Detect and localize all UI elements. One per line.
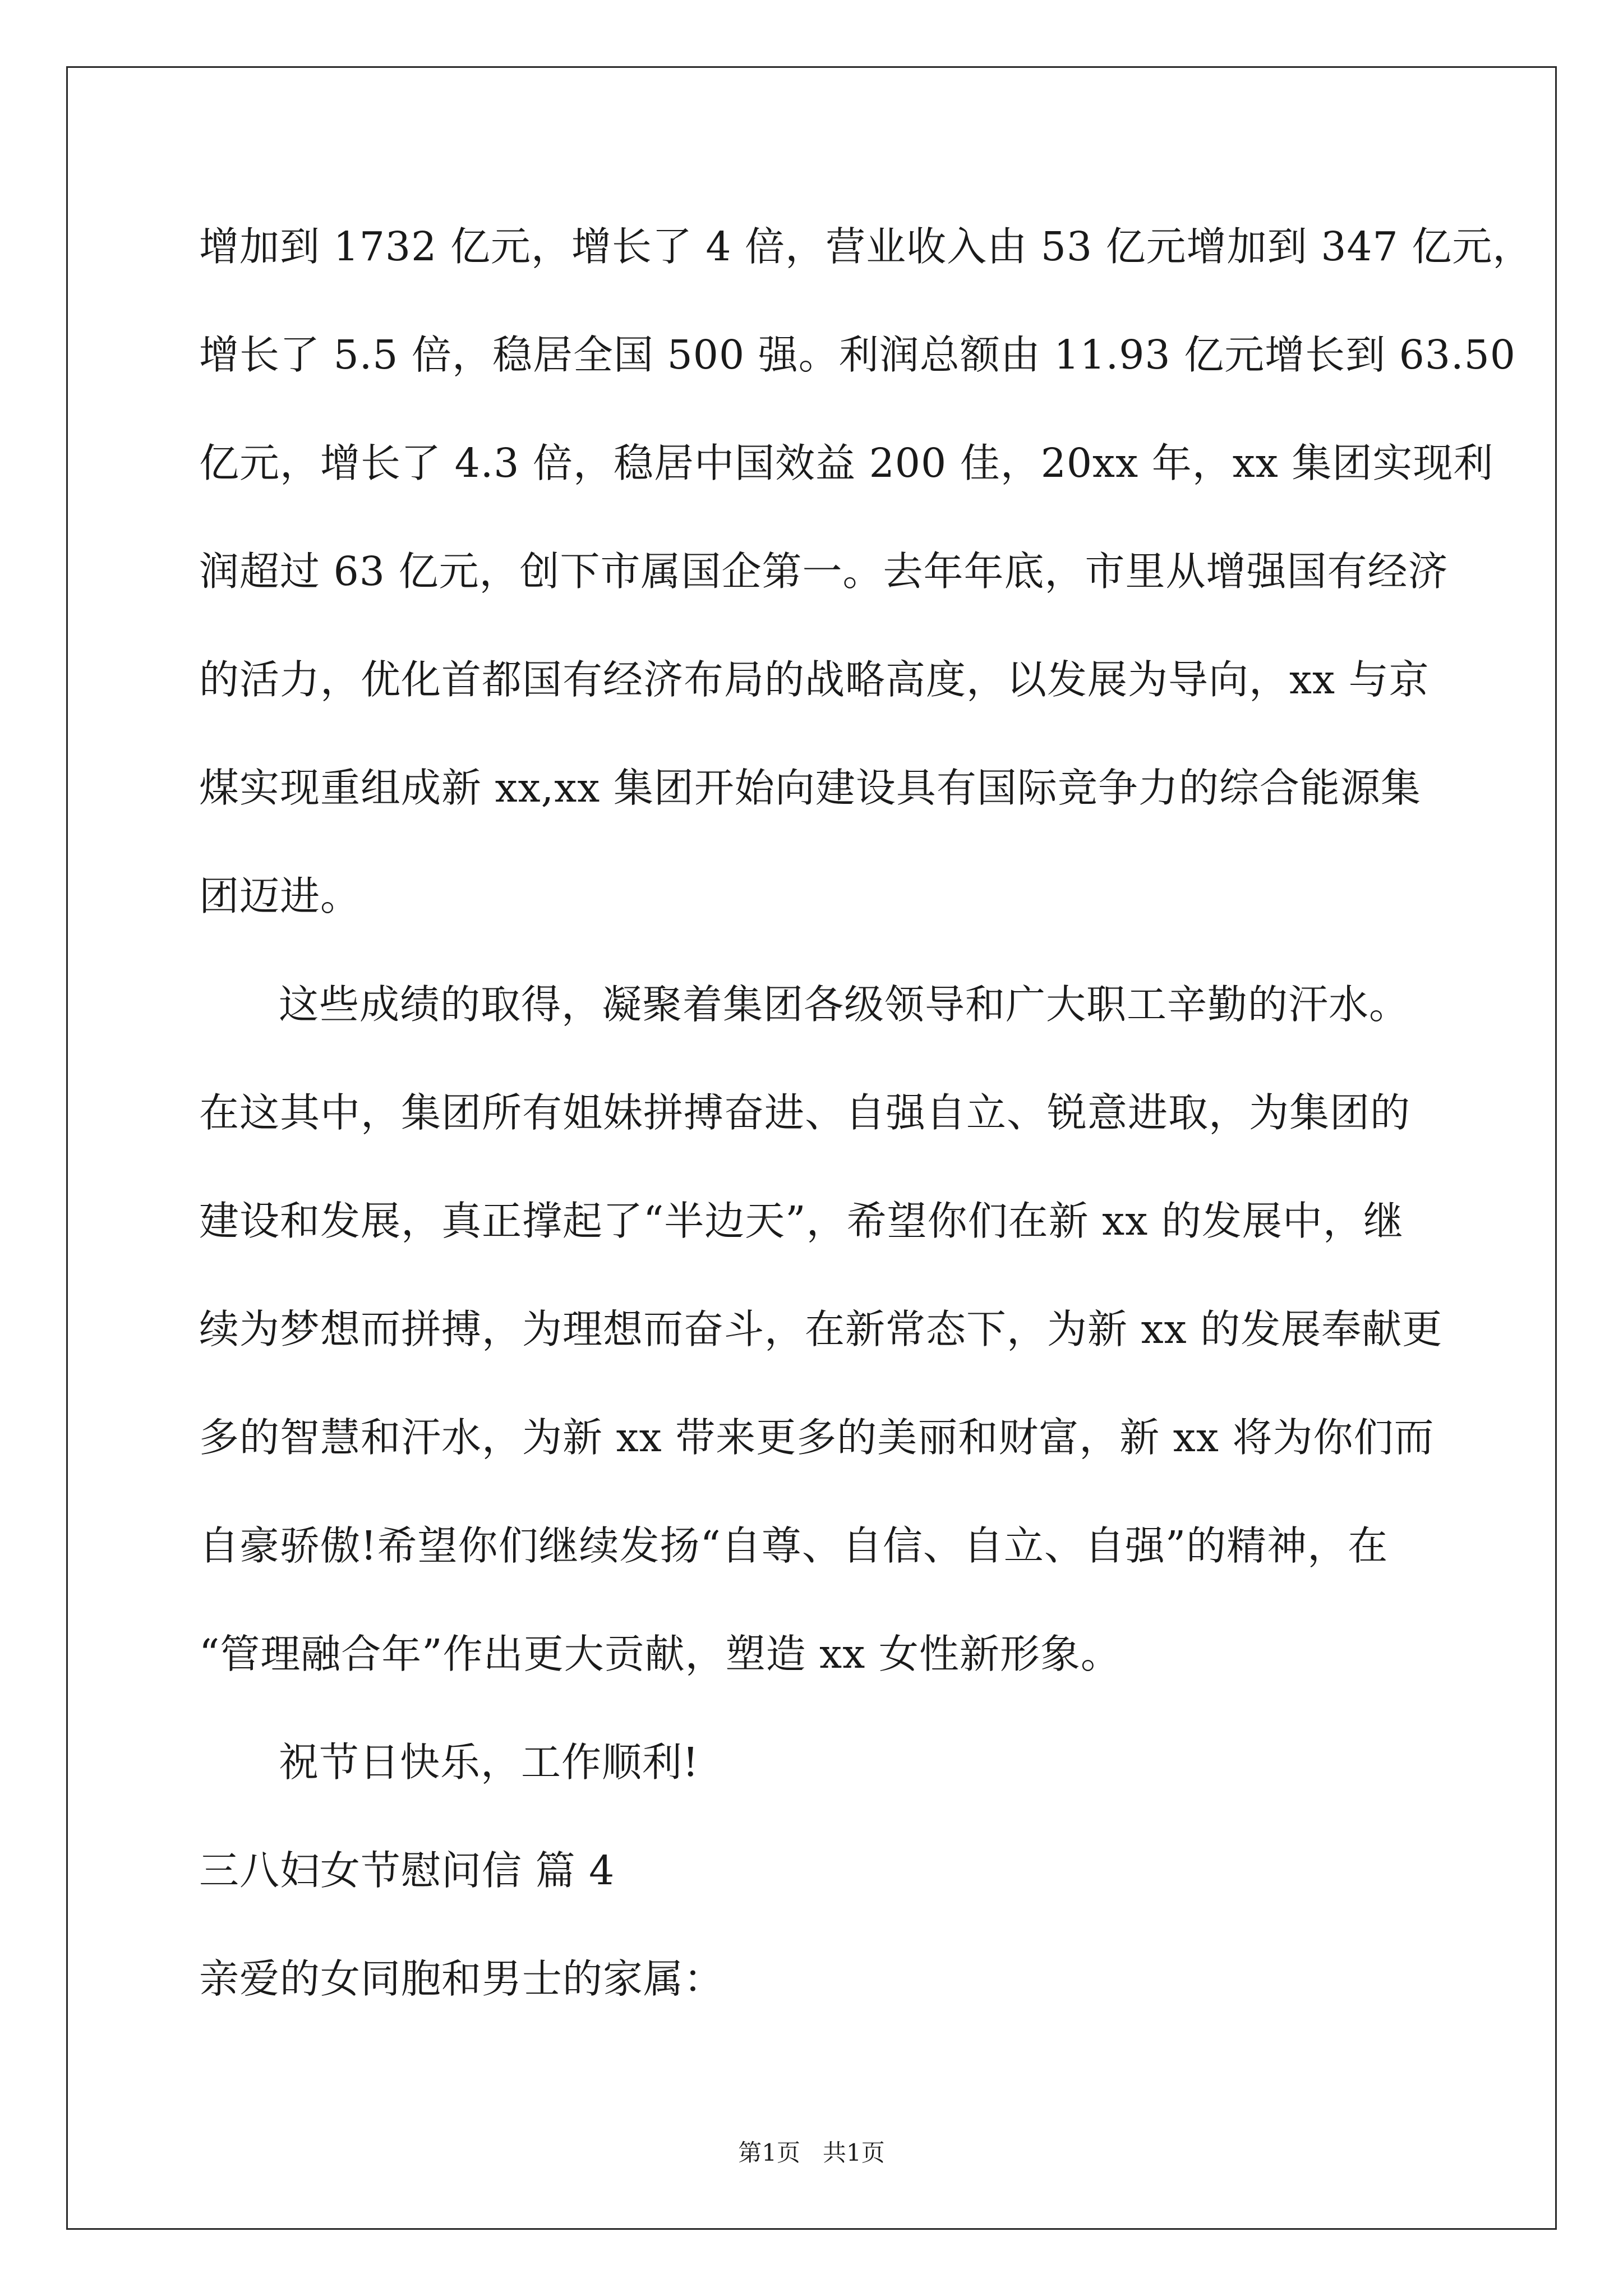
salutation-line: 亲爱的女同胞和男士的家属： [199, 1955, 725, 2002]
page-footer: 第1页 共1页 [738, 2139, 885, 2166]
paragraph-2-line-6: 自豪骄傲!希望你们继续发扬“自尊、自信、自立、自强”的精神，在 [199, 1522, 1389, 1569]
page-border [66, 66, 1557, 2230]
body-line-5: 的活力，优化首都国有经济布局的战略高度，以发展为导向，xx 与京 [199, 656, 1430, 703]
paragraph-2-line-7: “管理融合年”作出更大贡献，塑造 xx 女性新形象。 [199, 1631, 1121, 1677]
body-line-6: 煤实现重组成新 xx,xx 集团开始向建设具有国际竞争力的综合能源集 [199, 765, 1421, 811]
body-line-7: 团迈进。 [199, 873, 361, 919]
paragraph-2-line-3: 建设和发展，真正撑起了“半边天”，希望你们在新 xx 的发展中，继 [199, 1198, 1404, 1244]
greeting-line: 祝节日快乐，工作顺利! [279, 1739, 699, 1786]
paragraph-2-line-5: 多的智慧和汗水，为新 xx 带来更多的美丽和财富，新 xx 将为你们而 [199, 1414, 1435, 1461]
body-line-4: 润超过 63 亿元，创下市属国企第一。去年年底，市里从增强国有经济 [199, 548, 1449, 595]
paragraph-2-line-1: 这些成绩的取得，凝聚着集团各级领导和广大职工辛勤的汗水。 [279, 981, 1410, 1028]
body-line-1: 增加到 1732 亿元，增长了 4 倍，营业收入由 53 亿元增加到 347 亿元， [199, 223, 1533, 270]
body-line-2: 增长了 5.5 倍，稳居全国 500 强。利润总额由 11.93 亿元增长到 63.50 [199, 332, 1516, 378]
paragraph-2-line-4: 续为梦想而拼搏，为理想而奋斗，在新常态下，为新 xx 的发展奉献更 [199, 1306, 1443, 1352]
section-heading: 三八妇女节慰问信 篇 4 [199, 1847, 615, 1894]
body-line-3: 亿元，增长了 4.3 倍，稳居中国效益 200 佳，20xx 年，xx 集团实现利 [199, 440, 1494, 486]
paragraph-2-line-2: 在这其中，集团所有姐妹拼搏奋进、自强自立、锐意进取，为集团的 [199, 1089, 1411, 1136]
